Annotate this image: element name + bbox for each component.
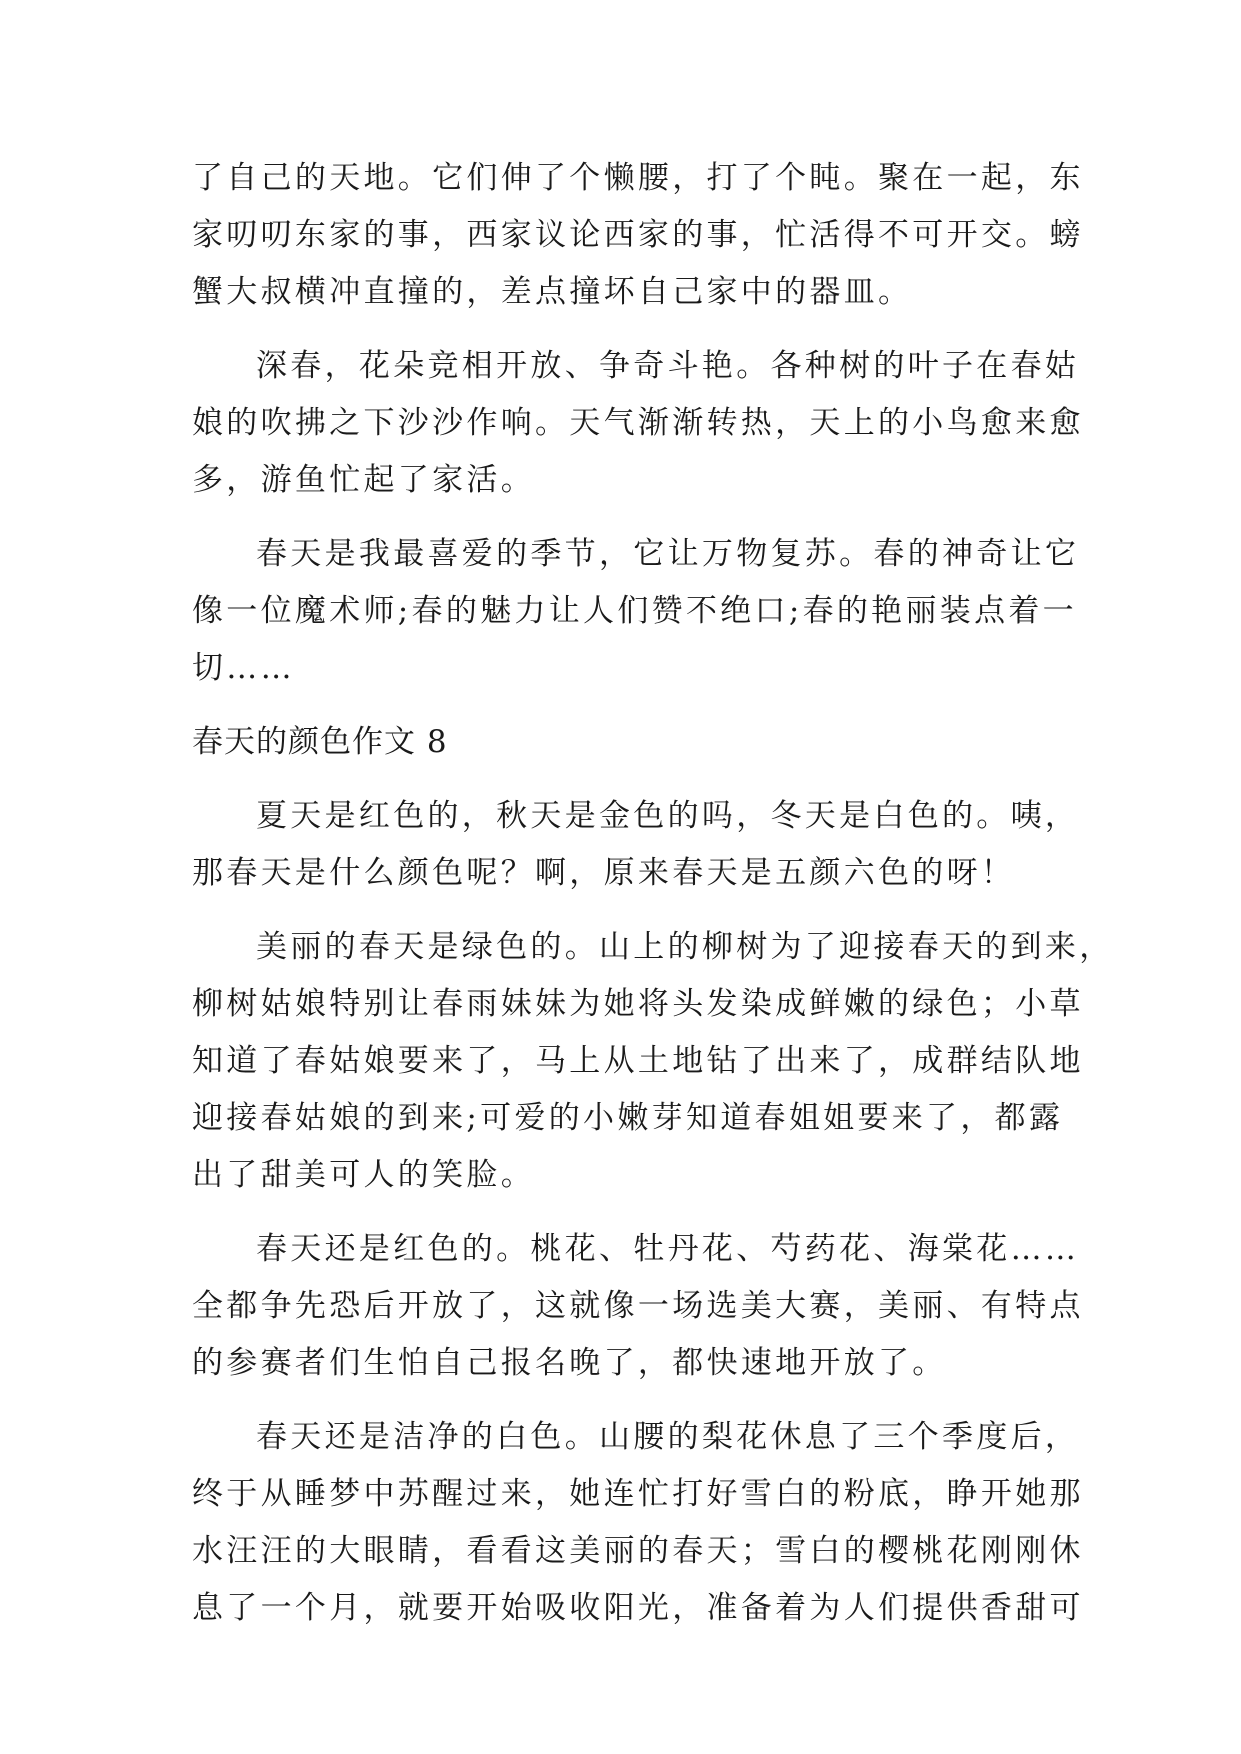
text-line: 蟹大叔横冲直撞的，差点撞坏自己家中的器皿。 <box>192 274 913 310</box>
document-page <box>192 150 1114 1637</box>
text-line: 息了一个月，就要开始吸收阳光，准备着为人们提供香甜可 <box>192 1590 1084 1626</box>
paragraph <box>192 338 1084 509</box>
paragraph <box>192 788 1080 902</box>
text-line: 那春天是什么颜色呢？啊，原来春天是五颜六色的呀！ <box>192 855 1016 891</box>
text-line: 终于从睡梦中苏醒过来，她连忙打好雪白的粉底，睁开她那 <box>192 1476 1084 1512</box>
text-line: 迎接春姑娘的到来;可爱的小嫩芽知道春姐姐要来了，都露 <box>192 1100 1064 1136</box>
paragraph <box>192 919 1114 1204</box>
text-line: 知道了春姑娘要来了，马上从土地钻了出来了，成群结队地 <box>192 1043 1084 1079</box>
text-line: 春天还是洁净的白色。山腰的梨花休息了三个季度后， <box>256 1419 1080 1455</box>
text-line: 春天是我最喜爱的季节，它让万物复苏。春的神奇让它 <box>256 536 1080 572</box>
text-line: 水汪汪的大眼睛，看看这美丽的春天；雪白的樱桃花刚刚休 <box>192 1533 1084 1569</box>
text-line: 出了甜美可人的笑脸。 <box>192 1157 535 1193</box>
text-line: 了自己的天地。它们伸了个懒腰，打了个盹。聚在一起，东 <box>192 160 1084 196</box>
text-line: 全都争先恐后开放了，这就像一场选美大赛，美丽、有特点 <box>192 1288 1084 1324</box>
paragraph <box>192 1409 1084 1637</box>
text-line: 切…… <box>192 650 295 686</box>
text-line: 娘的吹拂之下沙沙作响。天气渐渐转热，天上的小鸟愈来愈 <box>192 405 1084 441</box>
text-line: 春天还是红色的。桃花、牡丹花、芍药花、海棠花…… <box>256 1231 1080 1267</box>
paragraph <box>192 526 1080 697</box>
section-heading: 春天的颜色作文 8 <box>192 724 448 760</box>
paragraph <box>192 150 1084 321</box>
paragraph <box>192 1221 1084 1392</box>
text-line: 夏天是红色的，秋天是金色的吗，冬天是白色的。咦， <box>256 798 1080 834</box>
text-line: 家叨叨东家的事，西家议论西家的事，忙活得不可开交。螃 <box>192 217 1084 253</box>
text-line: 美丽的春天是绿色的。山上的柳树为了迎接春天的到来， <box>256 929 1114 965</box>
text-line: 像一位魔术师;春的魅力让人们赞不绝口;春的艳丽装点着一 <box>192 593 1077 629</box>
text-line: 多，游鱼忙起了家活。 <box>192 462 535 498</box>
text-line: 柳树姑娘特别让春雨妹妹为她将头发染成鲜嫩的绿色；小草 <box>192 986 1084 1022</box>
text-line: 的参赛者们生怕自己报名晚了，都快速地开放了。 <box>192 1345 947 1381</box>
text-line: 深春，花朵竞相开放、争奇斗艳。各种树的叶子在春姑 <box>256 348 1080 384</box>
